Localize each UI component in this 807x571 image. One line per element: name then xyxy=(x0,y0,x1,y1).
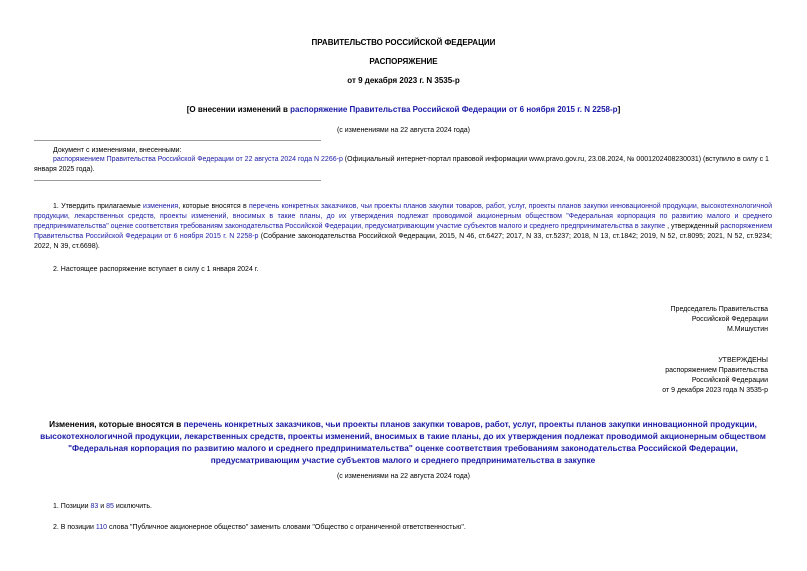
signature-name: М.Мишустин xyxy=(726,326,768,333)
approved-line-4: от 9 декабря 2023 года N 3535-р xyxy=(662,387,768,394)
title-prefix: [О внесении изменений в xyxy=(186,105,291,114)
signature-position: Председатель Правительства xyxy=(670,306,768,313)
document-title xyxy=(0,105,807,115)
title-suffix: ] xyxy=(617,105,621,114)
clause-1-link-order[interactable]: распоряжением Правительства Российской Федерации от 6 ноября 2015 г. N 2258-р xyxy=(34,223,773,240)
org-heading: ПРАВИТЕЛЬСТВО РОССИЙСКОЙ ФЕДЕРАЦИИ xyxy=(311,38,496,47)
item-2-text-a: 2. В позиции xyxy=(53,524,96,531)
edition-note-2: (с изменениями на 22 августа 2024 года) xyxy=(336,473,471,480)
approved-line-3: Российской Федерации xyxy=(691,377,768,384)
changes-title xyxy=(34,418,772,466)
item-1-text-a: 1. Позиции xyxy=(53,503,91,510)
changes-box-link[interactable]: распоряжением Правительства Российской Федерации от 22 августа 2024 года N 2266-р xyxy=(53,156,343,163)
approved-heading: УТВЕРЖДЕНЫ xyxy=(718,357,768,364)
approved-line-2: распоряжением Правительства xyxy=(665,367,768,374)
clause-1-text-c: , утвержденный xyxy=(665,223,721,230)
clause-1-text-d: (Собрание законодательства Российской Федерации, 2015, N 46, ст.6427; 2017, N 33, ст.5237; 2018, N 13, ст.1842; 2019, N 52, ст.8095; 2021, N 52, ст.9234; 2022, N 39, ст.6698). xyxy=(34,233,772,250)
edition-note: (с изменениями на 22 августа 2024 года) xyxy=(336,127,471,134)
item-2-link-110[interactable]: 110 xyxy=(95,524,108,531)
doc-type-heading: РАСПОРЯЖЕНИЕ xyxy=(369,57,438,66)
clause-1-text-a: 1. Утвердить прилагаемые xyxy=(53,203,144,210)
signature-country: Российской Федерации xyxy=(691,316,768,323)
item-2 xyxy=(53,523,773,533)
changes-box-heading: Документ с изменениями, внесенными: xyxy=(53,147,182,154)
changes-box-detail: (Официальный интернет-портал правовой информации www.pravo.gov.ru, 23.08.2024, № 0001202408230031) (вступило в силу с 1 января 2025 года). xyxy=(34,156,769,173)
title-link[interactable]: распоряжение Правительства Российской Федерации от 6 ноября 2015 г. N 2258-р xyxy=(290,105,618,114)
clause-1-link-changes[interactable]: изменения xyxy=(143,203,179,210)
clause-2: 2. Настоящее распоряжение вступает в силу с 1 января 2024 г. xyxy=(53,266,259,273)
approved-block xyxy=(500,356,768,396)
item-1-link-83[interactable]: 83 xyxy=(90,503,99,510)
clause-1-link-list[interactable]: перечень конкретных заказчиков, чьи проекты планов закупки товаров, работ, услуг, проекты планов закупки инновационной продукции, высокотехнологичной продукции, лекарственных средств, проекты изменений, вносимых в такие планы, до их утверждения подлежат проводимой акционерным обществом "Федеральная корпорация по развитию малого и среднего предпринимательства" оценке соответствия требованиям законодательства Российской Федерации, предусматривающим участие субъектов малого и среднего предпринимательства в закупке xyxy=(34,203,772,230)
item-1 xyxy=(53,502,773,512)
divider-top xyxy=(34,140,321,141)
divider-bottom xyxy=(34,180,321,181)
date-number-heading: от 9 декабря 2023 г. N 3535-р xyxy=(347,76,460,85)
clause-1 xyxy=(34,202,772,252)
item-2-text-b: слова "Публичное акционерное общество" заменить словами "Общество с ограниченной ответственностью". xyxy=(107,524,466,531)
changes-title-link[interactable]: перечень конкретных заказчиков, чьи проекты планов закупки товаров, работ, услуг, проекты планов закупки инновационной продукции, высокотехнологичной продукции, лекарственных средств, проекты изменений, вносимых в такие планы, до их утверждения подлежат проводимой акционерным обществом "Федеральная корпорация по развитию малого и среднего предпринимательства" оценке соответствия требованиям законодательства Российской Федерации, предусматривающим участие субъектов малого и среднего предпринимательства в закупке xyxy=(40,419,766,465)
signature-block xyxy=(500,305,768,335)
item-1-text-b: и xyxy=(98,503,107,510)
changes-title-prefix: Изменения, которые вносятся в xyxy=(49,419,184,429)
changes-box-text xyxy=(34,155,772,175)
item-1-text-c: исключить. xyxy=(113,503,152,510)
item-1-link-85[interactable]: 85 xyxy=(106,503,114,510)
clause-1-text-b: , которые вносятся в xyxy=(178,203,249,210)
